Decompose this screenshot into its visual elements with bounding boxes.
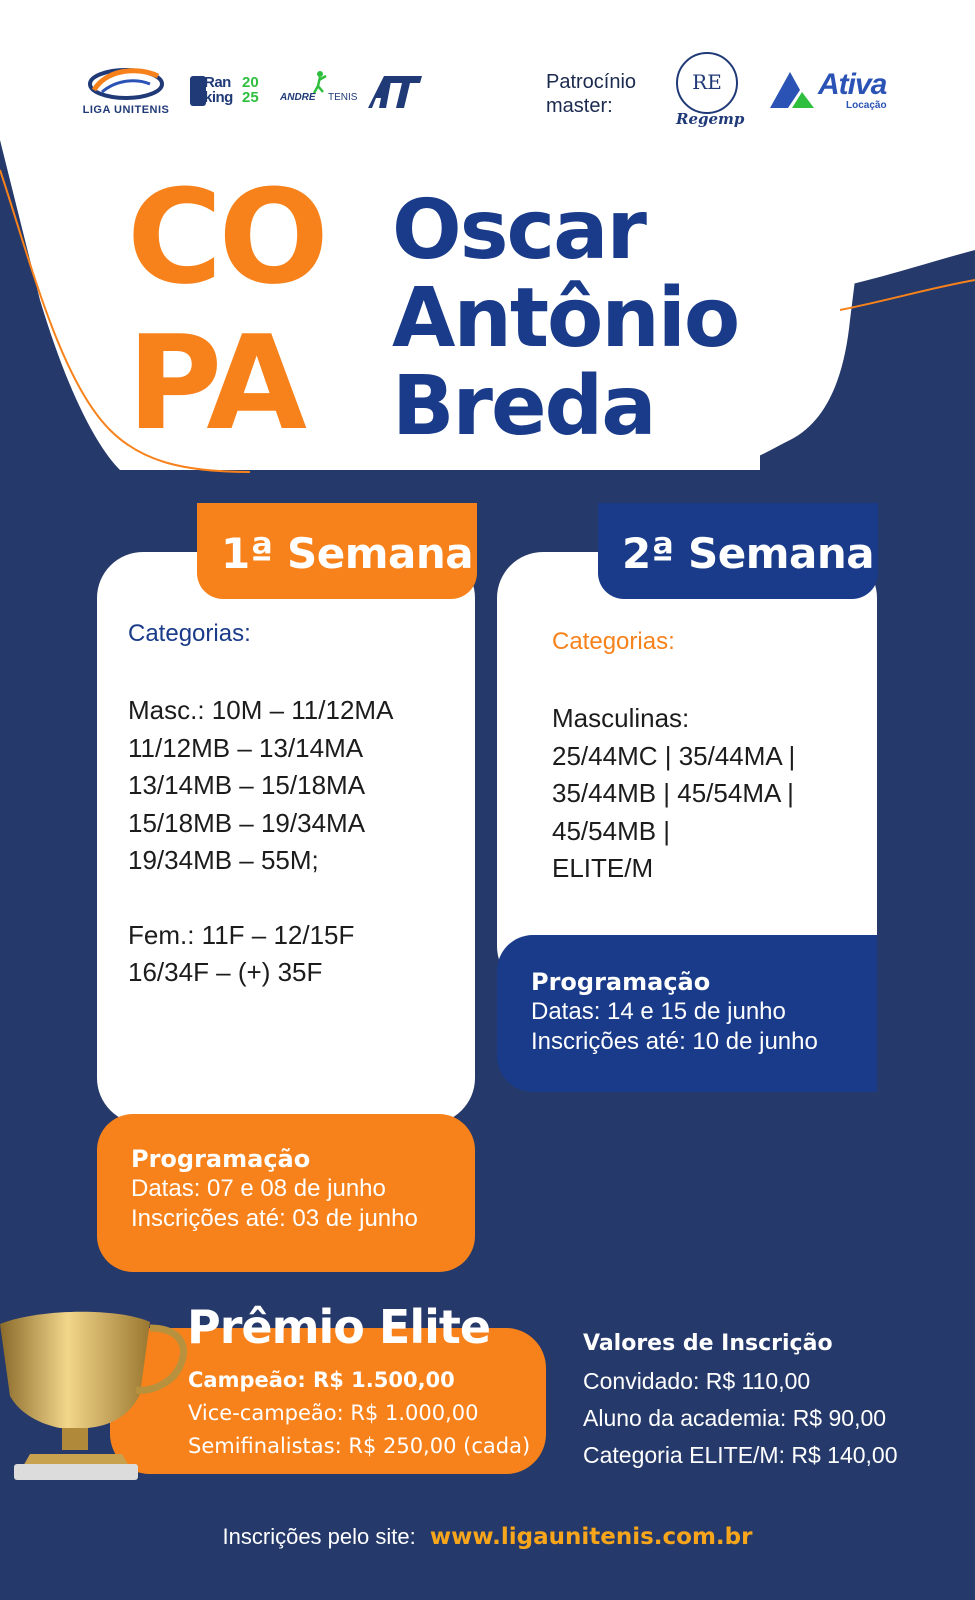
prize-lines xyxy=(188,1364,530,1463)
week2-category-line: ELITE/M xyxy=(552,853,654,883)
regemp-text: Regemp xyxy=(676,110,745,128)
prize-champion: Campeão: R$ 1.500,00 xyxy=(188,1368,455,1392)
values-heading: Valores de Inscrição xyxy=(583,1331,833,1356)
value-elite: Categoria ELITE/M: R$ 140,00 xyxy=(583,1442,898,1468)
registration-values xyxy=(583,1325,898,1474)
liga-unitenis-text: LIGA UNITENIS xyxy=(82,104,170,116)
tennis-player-icon xyxy=(310,70,330,94)
week2-categories-label: Categorias: xyxy=(552,628,675,655)
week1-tab: 1ª Semana xyxy=(197,503,477,599)
value-guest: Convidado: R$ 110,00 xyxy=(583,1368,811,1394)
at-logo-icon xyxy=(366,74,424,110)
sponsor-label-line2: master: xyxy=(546,95,613,117)
week1-dates: Datas: 07 e 08 de junho xyxy=(131,1175,386,1202)
week1-masc-line: 15/18MB – 19/34MA xyxy=(128,807,366,838)
week2-programacao-box xyxy=(497,935,877,1092)
title-breda: Breda xyxy=(392,359,655,454)
ativa-logo xyxy=(770,70,915,114)
week1-fem-line: 16/34F – (+) 35F xyxy=(128,957,323,987)
value-student: Aluno da academia: R$ 90,00 xyxy=(583,1405,887,1431)
ranking-text-top: Ran xyxy=(204,74,231,91)
footer xyxy=(0,1524,975,1550)
prize-semifinalists: Semifinalistas: R$ 250,00 (cada) xyxy=(188,1434,531,1458)
footer-url-link[interactable]: www.ligaunitenis.com.br xyxy=(429,1524,753,1550)
week2-tab: 2ª Semana xyxy=(598,503,878,599)
week1-deadline: Inscrições até: 03 de junho xyxy=(131,1205,418,1232)
title-oscar: Oscar xyxy=(392,183,645,278)
week1-fem-line: Fem.: 11F – 12/15F xyxy=(128,919,355,950)
andre-text: ANDRE xyxy=(280,92,316,103)
footer-label: Inscrições pelo site: xyxy=(222,1524,416,1549)
week2-category-line: Masculinas: xyxy=(552,703,690,733)
title-pa: PA xyxy=(127,307,303,459)
liga-unitenis-logo xyxy=(74,62,178,122)
ativa-text: Ativa xyxy=(818,68,887,101)
week2-category-line: 45/54MB | xyxy=(552,815,671,846)
ranking-text-bottom: king xyxy=(204,89,233,106)
week2-category-line: 35/44MB | 45/54MA | xyxy=(552,778,794,808)
ativa-triangle-icon xyxy=(770,70,816,110)
week1-masc-line: Masc.: 10M – 11/12MA xyxy=(128,695,394,725)
sponsor-label-line1: Patrocínio xyxy=(546,71,637,93)
week1-masc-line: 13/14MB – 15/18MA xyxy=(128,770,366,800)
ranking-2025-logo xyxy=(190,74,270,108)
ranking-year-bottom: 25 xyxy=(242,89,259,106)
week1-masc-line: 11/12MB – 13/14MA xyxy=(128,732,364,763)
prize-vice: Vice-campeão: R$ 1.000,00 xyxy=(188,1401,479,1425)
title-co: CO xyxy=(127,161,325,313)
week2-programacao-heading: Programação xyxy=(531,968,711,996)
week2-category-line: 25/44MC | 35/44MA | xyxy=(552,740,796,771)
trophy-icon xyxy=(0,1304,200,1482)
liga-unitenis-emblem-icon xyxy=(86,62,166,100)
prize-title: Prêmio Elite xyxy=(187,1300,491,1354)
title-antonio: Antônio xyxy=(392,271,739,366)
week1-masc-line: 19/34MB – 55M; xyxy=(128,845,319,875)
regemp-mark: RE xyxy=(676,52,738,114)
ativa-sub-text: Locação xyxy=(846,100,887,111)
andre-tenis-logo xyxy=(280,70,364,112)
week2-category-list xyxy=(552,700,795,888)
sponsor-label xyxy=(546,70,636,118)
week1-category-list xyxy=(128,692,393,992)
week2-dates: Datas: 14 e 15 de junho xyxy=(531,998,786,1025)
regemp-logo xyxy=(676,46,744,132)
tenis-text: TENIS xyxy=(328,92,358,103)
week1-categories-label: Categorias: xyxy=(128,620,251,647)
week1-programacao-heading: Programação xyxy=(131,1145,311,1173)
week2-deadline: Inscrições até: 10 de junho xyxy=(531,1028,818,1055)
ranking-year-top: 20 xyxy=(242,74,259,91)
week1-programacao-box xyxy=(97,1114,475,1272)
